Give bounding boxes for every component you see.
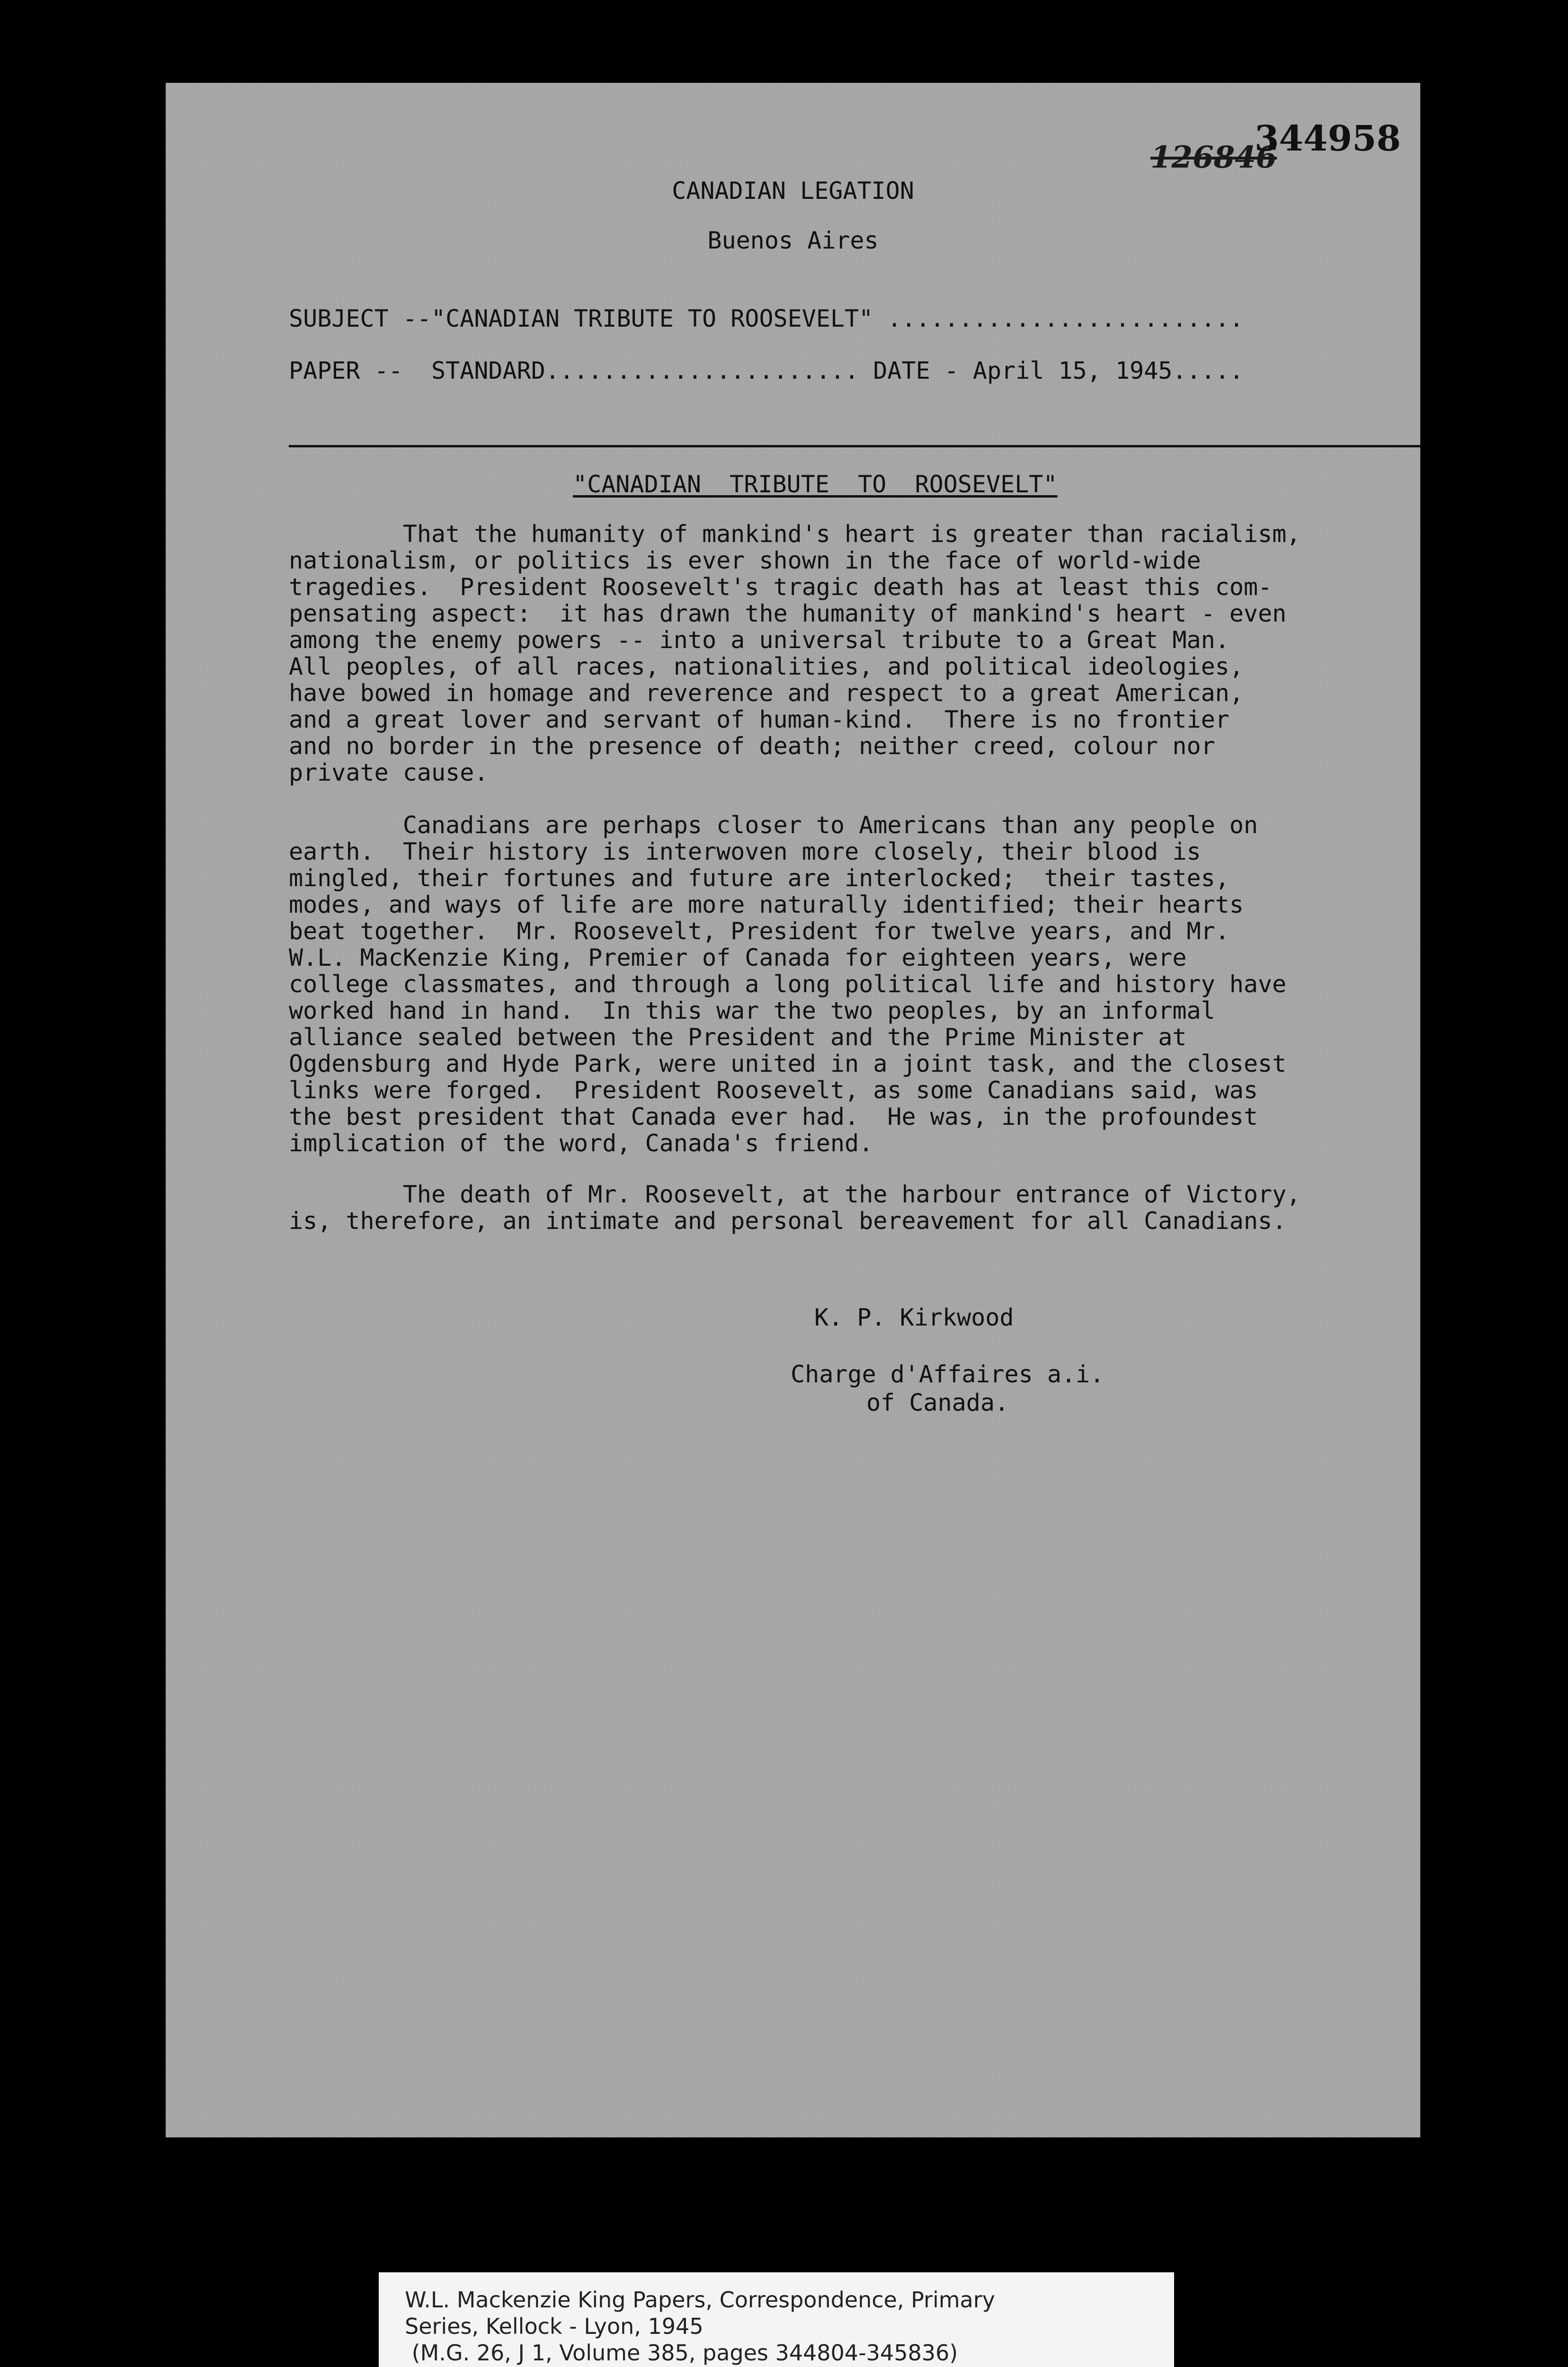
paragraph-line: beat together. Mr. Roosevelt, President for twelve years, and Mr. [289, 917, 1229, 945]
paragraph-line: modes, and ways of life are more naturally identified; their hearts [289, 891, 1244, 918]
paragraph-2 [289, 812, 1420, 1157]
horizontal-rule [289, 445, 1420, 447]
paragraph-line: tragedies. President Roosevelt's tragic death has at least this com- [289, 573, 1273, 601]
organization-heading: CANADIAN LEGATION [672, 177, 914, 205]
paragraph-line: links were forged. President Roosevelt, as some Canadians said, was [289, 1077, 1258, 1104]
paragraph-line: All peoples, of all races, nationalities, and political ideologies, [289, 653, 1244, 680]
document-page [166, 83, 1420, 2137]
paragraph-1 [289, 521, 1420, 786]
paragraph-3 [289, 1181, 1420, 1234]
paragraph-line: and no border in the presence of death; neither creed, colour nor [289, 732, 1215, 760]
reference-label [379, 2272, 1174, 2367]
paragraph-line: W.L. MacKenzie King, Premier of Canada for eighteen years, were [289, 944, 1187, 971]
paragraph-line: among the enemy powers -- into a universal tribute to a Great Man. [289, 626, 1229, 654]
reference-line: Series, Kellock - Lyon, 1945 [405, 2314, 704, 2339]
paragraph-line: implication of the word, Canada's friend. [289, 1130, 873, 1157]
signatory-title: Charge d'Affaires a.i. [791, 1361, 1105, 1388]
signatory-name: K. P. Kirkwood [814, 1304, 1014, 1331]
paragraph-line: college classmates, and through a long political life and history have [289, 970, 1287, 998]
reference-line: (M.G. 26, J 1, Volume 385, pages 344804-345836) [405, 2340, 958, 2366]
paragraph-line: Canadians are perhaps closer to Americans than any people on [289, 811, 1258, 839]
paragraph-line: pensating aspect: it has drawn the humanity of mankind's heart - even [289, 600, 1287, 627]
document-title [573, 471, 1058, 498]
paragraph-line: mingled, their fortunes and future are interlocked; their tastes, [289, 864, 1229, 892]
paragraph-line: alliance sealed between the President and the Prime Minister at [289, 1023, 1187, 1051]
paragraph-line: earth. Their history is interwoven more closely, their blood is [289, 838, 1201, 865]
paragraph-line: That the humanity of mankind's heart is greater than racialism, [289, 520, 1301, 548]
paragraph-line: worked hand in hand. In this war the two peoples, by an informal [289, 997, 1215, 1024]
paragraph-line: The death of Mr. Roosevelt, at the harbour entrance of Victory, [289, 1181, 1301, 1208]
city-heading: Buenos Aires [707, 227, 879, 254]
paragraph-line: private cause. [289, 759, 489, 786]
paragraph-line: and a great lover and servant of human-kind. There is no frontier [289, 706, 1229, 733]
signatory-country: of Canada. [866, 1389, 1009, 1416]
paragraph-line: have bowed in homage and reverence and respect to a great American, [289, 679, 1244, 707]
document-title-text: "CANADIAN TRIBUTE TO ROOSEVELT" [573, 471, 1058, 498]
paragraph-line: is, therefore, an intimate and personal bereavement for all Canadians. [289, 1207, 1287, 1235]
paper-date-line: PAPER -- STANDARD...................... DATE - April 15, 1945..... [289, 357, 1244, 384]
reference-line: W.L. Mackenzie King Papers, Correspondence, Primary [405, 2287, 995, 2313]
document-number: 344958 [1255, 118, 1401, 159]
subject-line: SUBJECT --"CANADIAN TRIBUTE TO ROOSEVELT" ......................... [289, 305, 1244, 332]
old-document-number: 126846 [1150, 140, 1277, 175]
paragraph-line: the best president that Canada ever had. He was, in the profoundest [289, 1103, 1258, 1130]
paragraph-line: Ogdensburg and Hyde Park, were united in a joint task, and the closest [289, 1050, 1287, 1077]
paragraph-line: nationalism, or politics is ever shown in the face of world-wide [289, 547, 1201, 574]
